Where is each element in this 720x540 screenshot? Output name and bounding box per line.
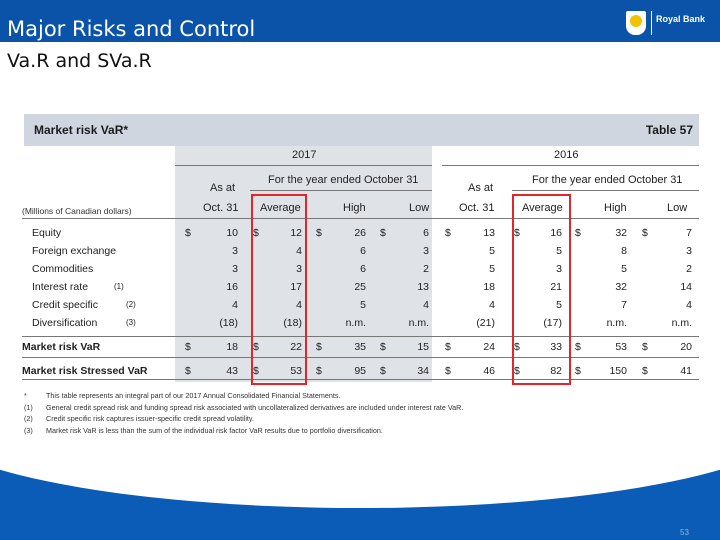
total-cell: 18	[226, 341, 238, 353]
table-cell: 3	[686, 245, 692, 257]
table-cell: 5	[556, 245, 562, 257]
row-separator	[22, 379, 699, 380]
total-cell: 24	[483, 341, 495, 353]
table-cell: 4	[296, 299, 302, 311]
rule-2016-year	[442, 165, 699, 166]
average-2017-highlight	[251, 194, 307, 385]
table-number: Table 57	[645, 123, 693, 137]
table-cell: 5	[556, 299, 562, 311]
dollar-sign: $	[575, 341, 581, 353]
dollar-sign: $	[380, 365, 386, 377]
table-cell: 4	[686, 299, 692, 311]
rule-2016-period	[512, 190, 699, 191]
total-cell: 15	[417, 341, 429, 353]
for-year-2017: For the year ended October 31	[268, 174, 419, 186]
table-cell: 3	[232, 263, 238, 275]
slide-subtitle: Va.R and SVa.R	[7, 50, 152, 72]
table-cell: 12	[290, 227, 302, 239]
dollar-sign: $	[185, 341, 191, 353]
table-cell: 32	[615, 281, 627, 293]
dollar-sign: $	[316, 227, 322, 239]
total-cell: 43	[226, 365, 238, 377]
row-label: Commodities	[32, 263, 94, 275]
dollar-sign: $	[445, 341, 451, 353]
table-cell: 3	[423, 245, 429, 257]
year-2016-header: 2016	[554, 149, 579, 161]
row-separator	[22, 357, 699, 358]
table-cell: n.m.	[408, 317, 429, 329]
row-footnote-ref: (1)	[114, 282, 124, 291]
table-cell: 5	[360, 299, 366, 311]
average-2016-highlight	[512, 194, 571, 385]
footnote-mark: (2)	[24, 414, 33, 423]
market-risk-var-table	[22, 112, 701, 450]
average-2016-header: Average	[522, 202, 563, 214]
as-at-2017: As at	[210, 182, 236, 194]
table-cell: n.m.	[606, 317, 627, 329]
total-cell: 53	[290, 365, 302, 377]
dollar-sign: $	[514, 341, 520, 353]
row-footnote-ref: (3)	[126, 318, 136, 327]
table-cell: 7	[621, 299, 627, 311]
dollar-sign: $	[642, 365, 648, 377]
page-number: 53	[680, 528, 689, 537]
table-cell: 5	[489, 263, 495, 275]
dollar-sign: $	[575, 227, 581, 239]
table-cell: 16	[550, 227, 562, 239]
table-cell: 32	[615, 227, 627, 239]
table-cell: n.m.	[345, 317, 366, 329]
dollar-sign: $	[380, 341, 386, 353]
table-cell: 7	[686, 227, 692, 239]
dollar-sign: $	[445, 365, 451, 377]
total-cell: 82	[550, 365, 562, 377]
table-cell: 4	[423, 299, 429, 311]
table-cell: (18)	[219, 317, 238, 329]
footnote-text: This table represents an integral part of our 2017 Annual Consolidated Financial Statements.	[46, 391, 341, 400]
table-cell: 6	[360, 245, 366, 257]
table-cell: 13	[483, 227, 495, 239]
average-2017-header: Average	[260, 202, 301, 214]
total-row-label: Market risk VaR	[22, 341, 101, 353]
table-cell: 3	[232, 245, 238, 257]
dollar-sign: $	[316, 365, 322, 377]
total-cell: 46	[483, 365, 495, 377]
table-cell: 4	[489, 299, 495, 311]
table-cell: 4	[296, 245, 302, 257]
row-label: Equity	[32, 227, 62, 239]
footnote-mark: (1)	[24, 402, 33, 412]
table-cell: 6	[423, 227, 429, 239]
table-cell: 14	[680, 281, 692, 293]
rbc-shield-icon	[626, 11, 646, 35]
total-cell: 33	[550, 341, 562, 353]
total-cell: 20	[680, 341, 692, 353]
year-2017-header: 2017	[292, 149, 317, 161]
total-cell: 34	[417, 365, 429, 377]
row-footnote-ref: (2)	[126, 300, 136, 309]
total-cell: 53	[615, 341, 627, 353]
high-2016-header: High	[604, 202, 627, 214]
footnote-text: Market risk VaR is less than the sum of the individual risk factor VaR results due to portfolio diversification.	[46, 425, 383, 435]
table-cell: 6	[360, 263, 366, 275]
dollar-sign: $	[253, 341, 259, 353]
total-cell: 41	[680, 365, 692, 377]
table-cell: 5	[489, 245, 495, 257]
high-2017-header: High	[343, 202, 366, 214]
footnote-text: General credit spread risk and funding spread risk associated with uncollateralized derivatives are included under interest rate VaR.	[46, 402, 464, 412]
units-label: (Millions of Canadian dollars)	[22, 206, 132, 216]
oct31-2017: Oct. 31	[203, 202, 239, 214]
table-cell: 25	[354, 281, 366, 293]
total-cell: 22	[290, 341, 302, 353]
table-cell: 2	[423, 263, 429, 275]
row-label: Foreign exchange	[32, 245, 117, 257]
footnote-text: Credit specific risk captures issuer-specific credit spread volatility.	[46, 414, 254, 423]
dollar-sign: $	[642, 341, 648, 353]
table-cell: 2	[686, 263, 692, 275]
row-label: Credit specific	[32, 299, 98, 311]
row-separator	[22, 336, 699, 337]
rule-2017-period	[250, 190, 432, 191]
dollar-sign: $	[316, 341, 322, 353]
dollar-sign: $	[185, 365, 191, 377]
dollar-sign: $	[514, 365, 520, 377]
rbc-logo	[626, 8, 704, 36]
slide-title: Major Risks and Control	[7, 17, 256, 41]
dollar-sign: $	[253, 227, 259, 239]
dollar-sign: $	[514, 227, 520, 239]
low-2017-header: Low	[409, 202, 430, 214]
dollar-sign: $	[185, 227, 191, 239]
table-header-bar	[24, 114, 699, 146]
dollar-sign: $	[253, 365, 259, 377]
footnote-mark: (3)	[24, 425, 33, 435]
table-cell: 5	[621, 263, 627, 275]
table-cell: (21)	[476, 317, 495, 329]
table-cell: 10	[226, 227, 238, 239]
table-cell: n.m.	[671, 317, 692, 329]
dollar-sign: $	[445, 227, 451, 239]
as-at-2016: As at	[468, 182, 494, 194]
dollar-sign: $	[642, 227, 648, 239]
low-2016-header: Low	[667, 202, 688, 214]
table-cell: 4	[232, 299, 238, 311]
row-label: Interest rate	[32, 281, 89, 293]
dollar-sign: $	[575, 365, 581, 377]
footnote-mark: *	[24, 391, 27, 400]
table-title: Market risk VaR*	[34, 123, 129, 137]
rule-2017-year	[175, 165, 432, 166]
table-cell: 17	[290, 281, 302, 293]
table-cell: 13	[417, 281, 429, 293]
logo-divider	[651, 11, 652, 35]
total-row-label: Market risk Stressed VaR	[22, 365, 148, 377]
total-cell: 35	[354, 341, 366, 353]
table-cell: 26	[354, 227, 366, 239]
logo-text: Royal Bank	[656, 14, 706, 24]
table-cell: 3	[296, 263, 302, 275]
row-label: Diversification	[32, 317, 98, 329]
total-cell: 150	[609, 365, 627, 377]
table-cell: (17)	[543, 317, 562, 329]
for-year-2016: For the year ended October 31	[532, 174, 683, 186]
rule-header-bottom	[22, 218, 699, 219]
total-cell: 95	[354, 365, 366, 377]
oct31-2016: Oct. 31	[459, 202, 495, 214]
table-cell: 16	[226, 281, 238, 293]
table-cell: 3	[556, 263, 562, 275]
table-cell: 18	[483, 281, 495, 293]
dollar-sign: $	[380, 227, 386, 239]
table-cell: (18)	[283, 317, 302, 329]
table-cell: 21	[550, 281, 562, 293]
table-cell: 8	[621, 245, 627, 257]
